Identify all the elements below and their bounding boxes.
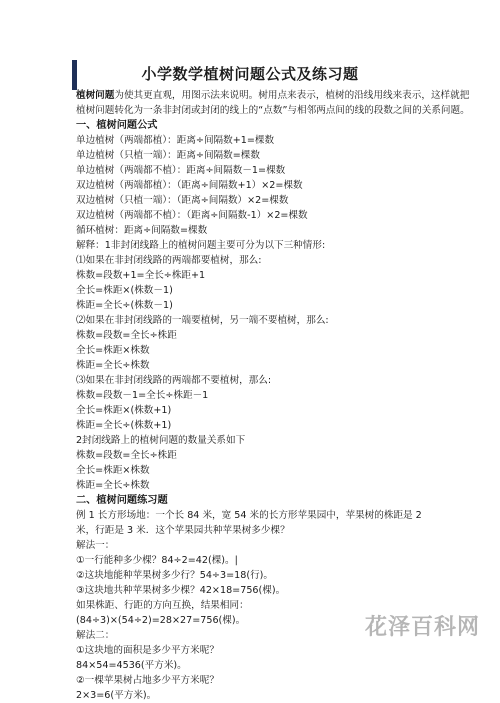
formula-line: 全长=株距×(株数+1) [76,405,172,416]
page-title: 小学数学植树问题公式及练习题 [141,65,359,83]
formula-line: 解释：1非封闭线路上的植树问题主要可分为以下三种情形: [76,240,326,251]
formula-line: 株数=段数－1=全长÷株距－1 [76,390,209,401]
formula-line: 株数=段数=全长÷株距 [76,450,177,461]
exercise-line: 如果株距、行距的方向互换，结果相同： [76,600,249,611]
formula-line: 单边植树（两端都不植）：距离÷间隔数－1=棵数 [76,165,286,176]
formula-line: 全长=株距×株数 [76,465,150,476]
formula-line: 2封闭线路上的植树问题的数量关系如下 [76,435,246,446]
formula-line: 株距=全长÷株数 [76,480,150,491]
exercise-line: 解法二： [76,630,115,641]
exercise-line: 84×54=4536(平方米)。 [76,660,187,671]
formula-line: 株距=全长÷(株数+1) [76,420,172,431]
section-heading-exercises: 二、植树问题练习题 [76,495,168,506]
formula-line: 双边植树（两端都植）：（距离÷间隔数+1）×2=棵数 [76,180,303,191]
formula-line: ⑶如果在非封闭线路的两端都不要植树，那么: [76,375,272,386]
formula-line: 株数=段数=全长÷株距 [76,330,177,341]
intro-paragraph [76,88,476,118]
exercise-line: (84÷3)×(54÷2)=28×27=756(棵)。 [76,615,246,626]
formula-line: 全长=株距×(株数－1) [76,285,173,296]
section-heading-formulas: 一、植树问题公式 [76,120,158,131]
formula-line: ⑵如果在非封闭线路的一端要植树，另一端不要植树，那么: [76,315,329,326]
formula-line: 株距=全长÷株数 [76,360,150,371]
formula-line: 株数=段数+1=全长÷株距+1 [76,270,206,281]
exercise-line: 解法一： [76,540,115,551]
formula-line: 循环植树：距离÷间隔数=棵数 [76,225,208,236]
formula-line: 双边植树（两端都不植）：（距离÷间隔数-1）×2=棵数 [76,210,308,221]
intro-text: 为使其更直观，用图示法来说明。树用点来表示，植树的沿线用线来表示，这样就把植树问题转化为一条非封闭或封闭的线上的“点数”与相邻两点间的线的段数之间的关系问题。 [76,90,470,116]
formula-line: 单边植树（只植一端）：距离÷间隔数=棵数 [76,150,260,161]
exercise-line: 例 1 长方形场地：一个长 84 米，宽 54 米的长方形苹果园中，苹果树的株距是 2 [76,510,422,521]
exercise-line: ①一行能种多少棵？84÷2=42(棵)。| [76,555,238,566]
formula-line: ⑴如果在非封闭线路的两端都要植树，那么: [76,255,262,266]
exercise-line: ①这块地的面积是多少平方米呢？ [76,645,219,656]
exercise-line: ③这块地共种苹果树多少棵？42×18=756(棵)。 [76,585,286,596]
exercise-line: 米，行距是 3 米．这个苹果园共种苹果树多少棵？ [76,525,290,536]
exercise-line: ②一棵苹果树占地多少平方米呢？ [76,675,219,686]
formula-line: 全长=株距×株数 [76,345,150,356]
formula-line: 双边植树（只植一端）：（距离÷间隔数）×2=棵数 [76,195,289,206]
exercise-line: ②这块地能种苹果树多少行？54÷3=18(行)。 [76,570,273,581]
intro-lead: 植树问题 [76,90,115,101]
site-watermark: 花泽百科网 [364,615,480,640]
exercise-line: 2×3=6(平方米)。 [76,690,157,701]
formula-line: 株距=全长÷(株数－1) [76,300,173,311]
formula-line: 单边植树（两端都植）：距离÷间隔数+1=棵数 [76,135,275,146]
